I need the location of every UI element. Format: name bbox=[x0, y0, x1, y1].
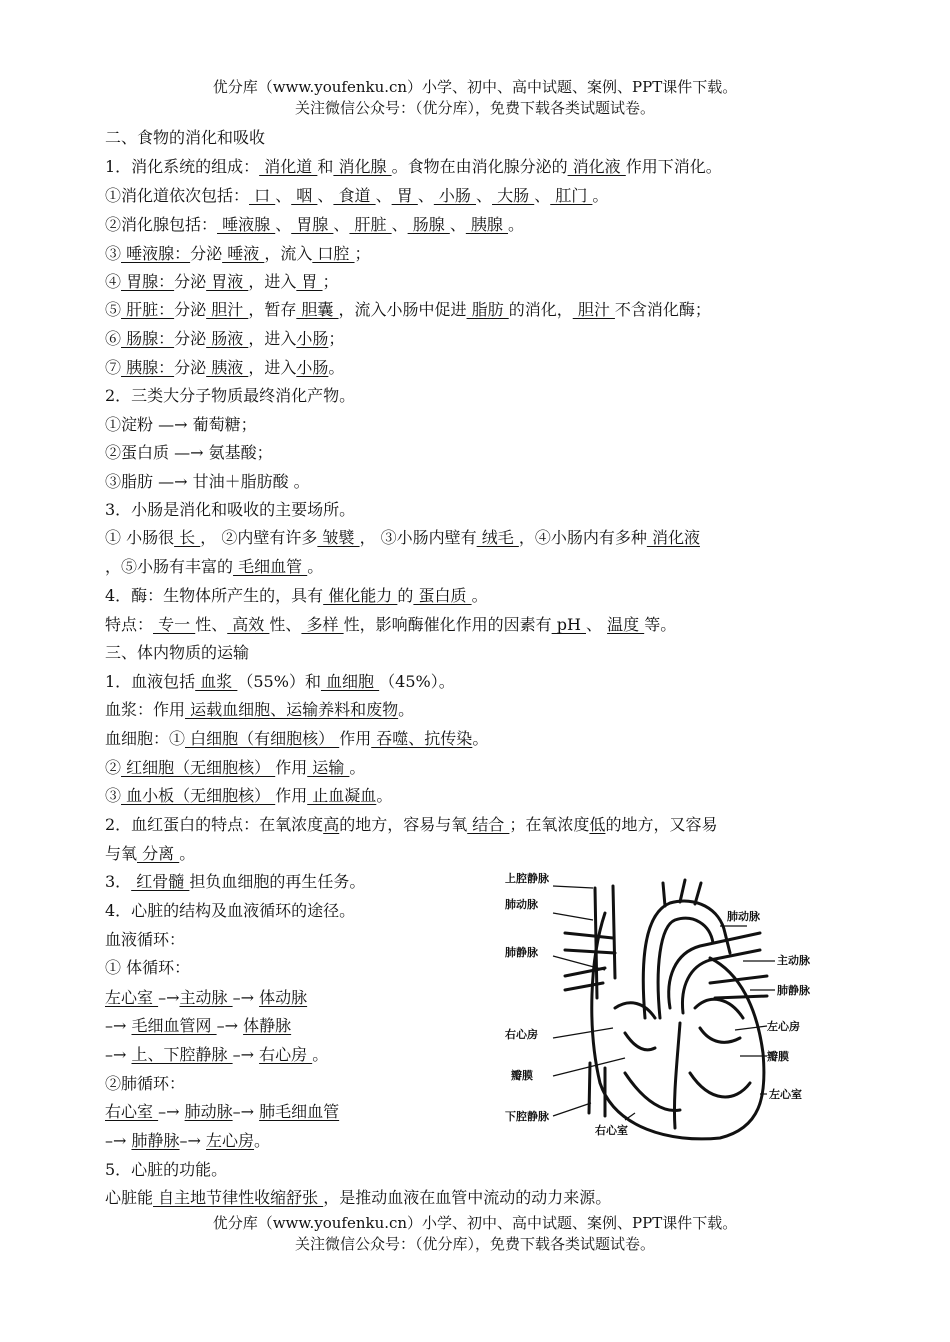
filled-blank: 血浆 bbox=[195, 672, 238, 691]
filled-blank: 右心房 bbox=[259, 1045, 313, 1064]
label-superior-vena-cava: 上腔静脉 bbox=[505, 872, 549, 885]
filled-blank: 右心室 bbox=[105, 1102, 159, 1121]
text-segment: 、 bbox=[275, 215, 292, 234]
text-segment: ，进入 bbox=[248, 272, 297, 291]
text-segment: 分泌 bbox=[174, 272, 207, 291]
text-segment: ① 体循环： bbox=[105, 958, 191, 977]
footer-line-2: 关注微信公众号：（优分库），免费下载各类试题试卷。 bbox=[294, 1235, 655, 1253]
filled-blank: 唾液 bbox=[222, 244, 265, 263]
text-segment: 。 bbox=[349, 758, 366, 777]
filled-blank: 胃液 bbox=[206, 272, 249, 291]
filled-blank: 胆汁 bbox=[206, 300, 249, 319]
text-segment: 。 bbox=[472, 729, 489, 748]
filled-blank: 肠腺 bbox=[407, 215, 450, 234]
text-line bbox=[105, 928, 185, 952]
text-segment: 、 bbox=[534, 186, 551, 205]
filled-blank: 体动脉 bbox=[259, 988, 308, 1007]
filled-blank: 肺动脉 bbox=[184, 1102, 233, 1121]
text-segment: 。 bbox=[328, 358, 345, 377]
text-line bbox=[105, 784, 392, 808]
filled-blank: 血小板（无细胞核） bbox=[121, 786, 276, 805]
text-line bbox=[105, 184, 608, 208]
filled-blank: 大肠 bbox=[492, 186, 535, 205]
filled-blank: 小肠 bbox=[433, 186, 477, 205]
text-segment: 。 bbox=[254, 1131, 271, 1150]
text-segment: 2．血红蛋白的特点：在氧浓度 bbox=[105, 815, 324, 834]
label-aorta: 主动脉 bbox=[777, 954, 810, 967]
filled-blank: 血细胞 bbox=[320, 672, 380, 691]
text-line bbox=[105, 242, 371, 266]
text-line bbox=[105, 555, 323, 579]
text-segment: 性、 bbox=[195, 615, 228, 634]
text-segment: ，进入 bbox=[248, 358, 297, 377]
text-segment: ③ bbox=[105, 786, 122, 805]
text-segment: 的 bbox=[397, 586, 414, 605]
text-segment: ； bbox=[322, 272, 339, 291]
text-segment: 1．血液包括 bbox=[105, 672, 196, 691]
label-pulmonary-artery-right: 肺动脉 bbox=[727, 910, 760, 923]
filled-blank: 高 bbox=[323, 815, 340, 834]
text-segment: 二、食物的消化和吸收 bbox=[105, 128, 266, 147]
text-line bbox=[105, 356, 344, 380]
filled-blank: 消化液 bbox=[646, 528, 700, 547]
text-segment: 、 bbox=[586, 615, 608, 634]
filled-blank: 肝脏 bbox=[349, 215, 392, 234]
filled-blank: 胃 bbox=[391, 186, 418, 205]
text-segment: –→ bbox=[232, 1045, 260, 1064]
filled-blank: 咽 bbox=[291, 186, 318, 205]
filled-blank: 红细胞（无细胞核） bbox=[121, 758, 276, 777]
text-segment: 的地方，容易与氧 bbox=[339, 815, 468, 834]
text-segment: ⑦ bbox=[105, 358, 122, 377]
filled-blank: 自主地节律性收缩舒张 bbox=[153, 1188, 324, 1207]
text-segment: ，流入小肠中促进 bbox=[338, 300, 467, 319]
label-valve-left: 瓣膜 bbox=[511, 1069, 533, 1082]
filled-blank: 胃 bbox=[296, 272, 323, 291]
text-segment: 担负血细胞的再生任务。 bbox=[189, 872, 366, 891]
text-segment: 分泌 bbox=[174, 300, 207, 319]
filled-blank: pH bbox=[551, 615, 586, 634]
filled-blank: 温度 bbox=[607, 615, 645, 634]
text-line bbox=[105, 1072, 185, 1096]
text-line bbox=[105, 1043, 328, 1067]
filled-blank: 肺毛细血管 bbox=[259, 1102, 340, 1121]
text-line bbox=[105, 1158, 227, 1182]
filled-blank: 长 bbox=[174, 528, 201, 547]
filled-blank: 多样 bbox=[301, 615, 344, 634]
text-line bbox=[105, 155, 722, 179]
text-line bbox=[105, 756, 365, 780]
filled-blank: 胆囊 bbox=[296, 300, 339, 319]
text-line bbox=[105, 298, 711, 322]
filled-blank: 皱襞 bbox=[317, 528, 360, 547]
text-line bbox=[105, 270, 339, 294]
text-segment: ②蛋白质 —→ 氨基酸； bbox=[105, 443, 273, 462]
text-segment: ⑥ bbox=[105, 329, 122, 348]
text-segment: ； bbox=[328, 329, 345, 348]
text-line bbox=[105, 870, 365, 894]
filled-blank: 红骨髓 bbox=[131, 872, 190, 891]
text-segment: ，是推动血液在血管中流动的动力来源。 bbox=[323, 1188, 612, 1207]
text-line bbox=[105, 413, 257, 437]
text-segment: –→ bbox=[216, 1016, 244, 1035]
text-segment: 性、 bbox=[269, 615, 302, 634]
filled-blank: 肛门 bbox=[550, 186, 593, 205]
filled-blank: 绒毛 bbox=[476, 528, 519, 547]
text-segment: –→ bbox=[158, 1102, 185, 1121]
text-segment: ①淀粉 —→ 葡萄糖； bbox=[105, 415, 257, 434]
text-segment: 分泌 bbox=[174, 329, 207, 348]
text-segment: 等。 bbox=[644, 615, 677, 634]
text-segment: 分泌 bbox=[190, 244, 223, 263]
filled-blank: 分离 bbox=[137, 844, 180, 863]
text-segment: ，流入 bbox=[264, 244, 313, 263]
text-segment: 。 bbox=[508, 215, 525, 234]
text-segment: 。 bbox=[312, 1045, 329, 1064]
text-segment: ① 小肠很 bbox=[105, 528, 175, 547]
filled-blank: 胰腺 bbox=[465, 215, 509, 234]
text-segment: 分泌 bbox=[174, 358, 207, 377]
text-segment: （45%）。 bbox=[379, 672, 455, 691]
text-line bbox=[105, 986, 307, 1010]
text-segment: ⑤ bbox=[105, 300, 122, 319]
text-line bbox=[105, 498, 355, 522]
text-line bbox=[105, 470, 310, 494]
filled-blank: 低 bbox=[589, 815, 606, 834]
text-segment: 、 bbox=[317, 186, 334, 205]
text-segment: –→ bbox=[105, 1045, 132, 1064]
text-segment: 。 bbox=[376, 786, 393, 805]
text-line bbox=[105, 126, 265, 150]
label-inferior-vena-cava: 下腔静脉 bbox=[505, 1110, 549, 1123]
text-segment: 与氧 bbox=[105, 844, 138, 863]
text-segment: ② bbox=[105, 758, 122, 777]
filled-blank: 结合 bbox=[467, 815, 510, 834]
superior-vena-cava bbox=[595, 888, 597, 998]
filled-blank: 毛细血管网 bbox=[131, 1016, 217, 1035]
text-line bbox=[105, 641, 249, 665]
filled-blank: 毛细血管 bbox=[233, 557, 308, 576]
filled-blank: 左心室 bbox=[105, 988, 159, 1007]
filled-blank: 唾液腺： bbox=[121, 244, 191, 263]
text-segment: 作用 bbox=[275, 758, 308, 777]
filled-blank: 高效 bbox=[227, 615, 270, 634]
text-segment: 特点： bbox=[105, 615, 154, 634]
text-segment: ②肺循环： bbox=[105, 1074, 186, 1093]
text-segment: 、 bbox=[333, 215, 350, 234]
text-segment: 。 bbox=[592, 186, 609, 205]
filled-blank: 主动脉 bbox=[179, 988, 233, 1007]
text-segment: 、 bbox=[275, 186, 292, 205]
text-segment: ，进入 bbox=[248, 329, 297, 348]
text-segment: 。 bbox=[179, 844, 196, 863]
text-segment: 作用 bbox=[339, 729, 372, 748]
text-segment: –→ bbox=[232, 1102, 260, 1121]
text-segment: 心脏能 bbox=[105, 1188, 154, 1207]
filled-blank: 口 bbox=[249, 186, 276, 205]
text-line bbox=[105, 213, 524, 237]
text-segment: 、 bbox=[476, 186, 493, 205]
filled-blank: 小肠 bbox=[296, 358, 329, 377]
label-right-ventricle: 右心室 bbox=[595, 1124, 628, 1137]
text-segment: 3． bbox=[105, 872, 132, 891]
text-segment: 作用下消化。 bbox=[625, 157, 722, 176]
filled-blank: 肠腺： bbox=[121, 329, 175, 348]
filled-blank: 胰液 bbox=[206, 358, 249, 377]
label-pulmonary-artery-left: 肺动脉 bbox=[505, 898, 538, 911]
text-line bbox=[105, 1100, 339, 1124]
filled-blank: 运输 bbox=[307, 758, 350, 777]
text-segment: ；在氧浓度 bbox=[509, 815, 590, 834]
filled-blank: 小肠 bbox=[296, 329, 329, 348]
text-segment: –→ bbox=[105, 1131, 132, 1150]
filled-blank: 肝脏： bbox=[121, 300, 175, 319]
text-line bbox=[105, 956, 190, 980]
filled-blank: 体静脉 bbox=[243, 1016, 292, 1035]
text-line bbox=[105, 327, 344, 351]
filled-blank: 胰腺： bbox=[121, 358, 175, 377]
text-segment: ，暂存 bbox=[248, 300, 297, 319]
text-line bbox=[105, 526, 700, 550]
text-line bbox=[105, 1129, 270, 1153]
text-line bbox=[105, 1014, 291, 1038]
text-line bbox=[105, 698, 414, 722]
filled-blank: 食道 bbox=[333, 186, 376, 205]
label-left-atrium: 左心房 bbox=[767, 1020, 800, 1033]
text-segment: 1．消化系统的组成： bbox=[105, 157, 260, 176]
heart-diagram bbox=[505, 858, 835, 1158]
text-segment: 、 bbox=[391, 215, 408, 234]
text-line bbox=[105, 727, 488, 751]
text-segment: 4．酶：生物体所产生的，具有 bbox=[105, 586, 324, 605]
label-pulmonary-vein-left: 肺静脉 bbox=[505, 946, 538, 959]
filled-blank: 上、下腔静脉 bbox=[131, 1045, 233, 1064]
filled-blank: 催化能力 bbox=[323, 586, 398, 605]
text-segment: 性，影响酶催化作用的因素有 bbox=[343, 615, 552, 634]
text-segment: –→ bbox=[232, 988, 260, 1007]
text-segment: ②消化腺包括： bbox=[105, 215, 218, 234]
filled-blank: 蛋白质 bbox=[413, 586, 472, 605]
text-segment: –→ bbox=[179, 1131, 207, 1150]
filled-blank: 运载血细胞、运输养料和废物 bbox=[185, 700, 399, 719]
text-segment: ④ bbox=[105, 272, 122, 291]
text-segment: –→ bbox=[105, 1016, 132, 1035]
filled-blank: 消化道 bbox=[259, 157, 318, 176]
text-line bbox=[105, 842, 195, 866]
text-line bbox=[105, 1186, 611, 1210]
filled-blank: 胆汁 bbox=[572, 300, 615, 319]
text-segment: 4．心脏的结构及血液循环的途径。 bbox=[105, 901, 356, 920]
heart-outline bbox=[592, 913, 764, 1139]
text-segment: 。 bbox=[307, 557, 324, 576]
text-segment: ， ②内壁有许多 bbox=[200, 528, 318, 547]
text-segment: 三、体内物质的运输 bbox=[105, 643, 250, 662]
text-segment: （55%）和 bbox=[237, 672, 321, 691]
text-segment: ，④小肠内有多种 bbox=[518, 528, 647, 547]
label-pulmonary-vein-right: 肺静脉 bbox=[777, 984, 810, 997]
filled-blank: 左心房 bbox=[206, 1131, 255, 1150]
filled-blank: 消化腺 bbox=[333, 157, 392, 176]
text-segment: ③脂肪 —→ 甘油＋脂肪酸 。 bbox=[105, 472, 310, 491]
filled-blank: 唾液腺 bbox=[217, 215, 276, 234]
text-segment: 。 bbox=[398, 700, 415, 719]
text-line bbox=[105, 384, 355, 408]
footer-line-1: 优分库（www.youfenku.cn）小学、初中、高中试题、案例、PPT课件下载。 bbox=[212, 1214, 738, 1232]
text-segment: 3．小肠是消化和吸收的主要场所。 bbox=[105, 500, 356, 519]
text-segment: 血液循环： bbox=[105, 930, 186, 949]
text-line bbox=[105, 670, 455, 694]
text-segment: 不含消化酶； bbox=[614, 300, 711, 319]
text-segment: 2．三类大分子物质最终消化产物。 bbox=[105, 386, 356, 405]
filled-blank: 专一 bbox=[153, 615, 196, 634]
filled-blank: 白细胞（有细胞核） bbox=[185, 729, 340, 748]
text-segment: –→ bbox=[158, 988, 180, 1007]
filled-blank: 吞噬、抗传染 bbox=[371, 729, 473, 748]
text-segment: ，⑤小肠有丰富的 bbox=[105, 557, 234, 576]
filled-blank: 肠液 bbox=[206, 329, 249, 348]
text-segment: 的消化， bbox=[508, 300, 573, 319]
text-segment: 作用 bbox=[275, 786, 308, 805]
filled-blank: 脂肪 bbox=[466, 300, 509, 319]
text-segment: 、 bbox=[449, 215, 466, 234]
header-line-1: 优分库（www.youfenku.cn）小学、初中、高中试题、案例、PPT课件下载。 bbox=[212, 78, 738, 96]
filled-blank: 止血凝血 bbox=[307, 786, 377, 805]
text-line bbox=[105, 813, 717, 837]
text-segment: 5．心脏的功能。 bbox=[105, 1160, 228, 1179]
filled-blank: 胃腺 bbox=[291, 215, 334, 234]
filled-blank: 胃腺： bbox=[121, 272, 175, 291]
filled-blank: 口腔 bbox=[312, 244, 355, 263]
text-segment: 和 bbox=[317, 157, 334, 176]
text-segment: ③ bbox=[105, 244, 122, 263]
text-segment: 血浆：作用 bbox=[105, 700, 186, 719]
text-line bbox=[105, 899, 355, 923]
text-segment: ； bbox=[354, 244, 371, 263]
text-segment: 。食物在由消化腺分泌的 bbox=[391, 157, 568, 176]
text-segment: ， ③小肠内壁有 bbox=[359, 528, 477, 547]
text-segment: 的地方，又容易 bbox=[605, 815, 718, 834]
text-segment: 、 bbox=[375, 186, 392, 205]
text-line bbox=[105, 584, 488, 608]
label-valve-right: 瓣膜 bbox=[767, 1050, 789, 1063]
text-segment: 。 bbox=[471, 586, 488, 605]
filled-blank: 肺静脉 bbox=[131, 1131, 180, 1150]
text-segment: 、 bbox=[417, 186, 434, 205]
label-left-ventricle: 左心室 bbox=[769, 1088, 802, 1101]
label-right-atrium: 右心房 bbox=[505, 1028, 538, 1041]
text-segment: ①消化道依次包括： bbox=[105, 186, 250, 205]
text-segment: 血细胞：① bbox=[105, 729, 186, 748]
text-line bbox=[105, 441, 273, 465]
header-line-2: 关注微信公众号：（优分库），免费下载各类试题试卷。 bbox=[294, 99, 655, 117]
text-line bbox=[105, 613, 676, 637]
filled-blank: 消化液 bbox=[567, 157, 626, 176]
